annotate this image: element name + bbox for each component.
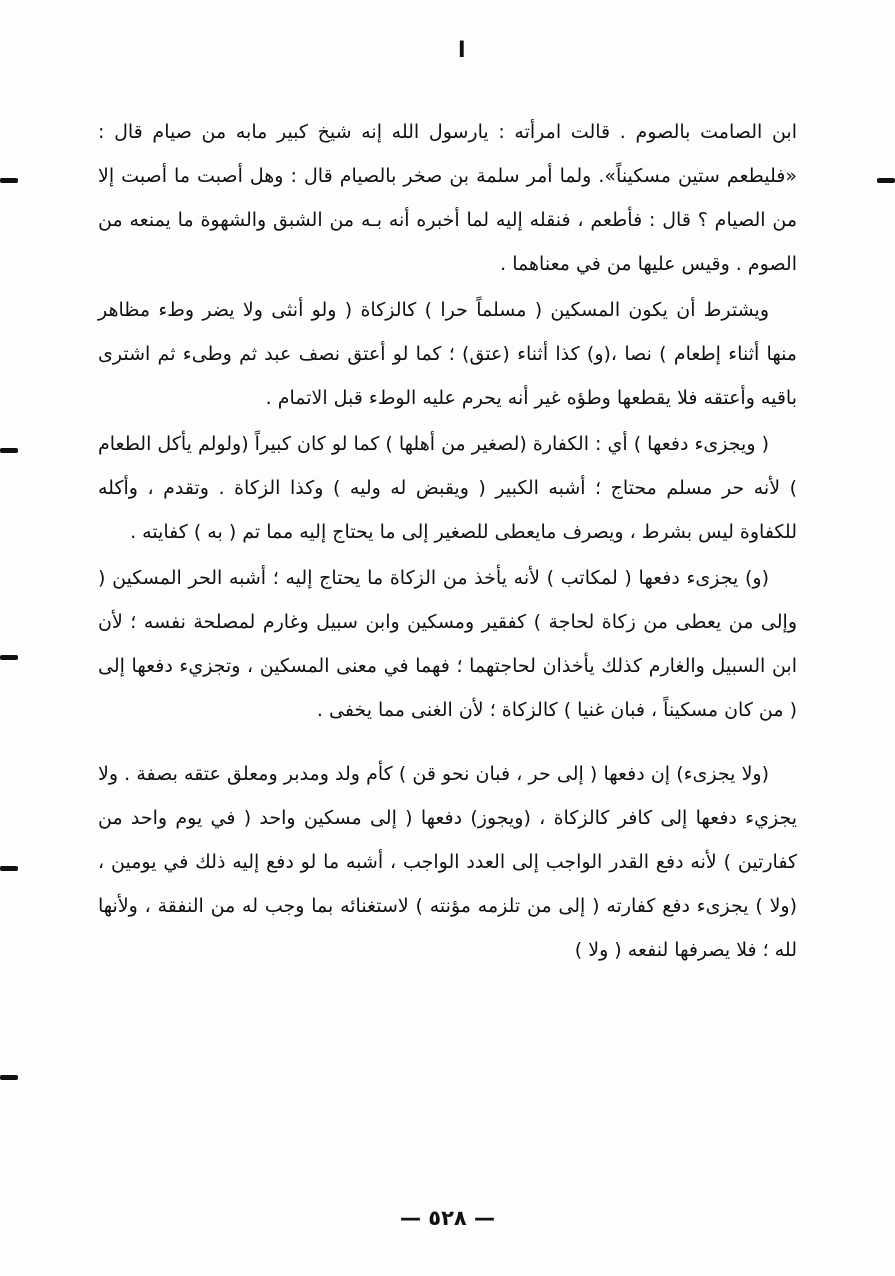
margin-mark [0,178,18,183]
paragraph-4: (و) يجزىء دفعها ( لمكاتب ) لأنه يأخذ من الزكاة ما يحتاج إليه ؛ أشبه الحر المسكين ( وإلى من يعطى من زكاة لحاجة ) كفقير ومسكين وابن سبيل وغارم لمصلحة نفسه ؛ لأن ابن السبيل والغارم كذلك يأخذان لحاجتهما ؛ فهما في معنى المسكين ، وتجزيء دفعها إلى ( من كان مسكيناً ، فبان غنيا ) كالزكاة ؛ لأن الغنى مما يخفى . [98,567,797,721]
margin-mark [0,866,18,871]
paragraph-1: ابن الصامت بالصوم . قالت امرأته : يارسول الله إنه شيخ كبير مابه من صيام قال : «فليطعم ستين مسكيناً». ولما أمر سلمة بن صخر بالصيام قال : وهل أصبت ما أصبت إلا من الصيام ؟ قال : فأطعم ، فنقله إليه لما أخبره أنه بـه من الشبق والشهوة ما يمنعه من الصوم . وقيس عليها من في معناهما . [98,121,797,275]
page-number: — ٥٢٨ — [399,1206,496,1230]
top-mark: ا [458,38,466,63]
paragraph-2: ويشترط أن يكون المسكين ( مسلماً حرا ) كالزكاة ( ولو أنثى ولا يضر وطء مظاهر منها أثناء إطعام ) نصا ،(و) كذا أثناء (عتق) ؛ كما لو أعتق نصف عبد ثم وطىء ثم اشترى باقيه وأعتقه فلا يقطعها وطؤه غير أنه يحرم عليه الوطء قبل الاتمام . [98,299,797,409]
margin-mark [0,1075,18,1080]
body-text [98,110,797,974]
margin-mark [0,448,18,453]
paragraph-3: ( ويجزىء دفعها ) أي : الكفارة (لصغير من أهلها ) كما لو كان كبيراً (ولولم يأكل الطعام ) لأنه حر مسلم محتاج ؛ أشبه الكبير ( ويقبض له وليه ) وكذا الزكاة . وتقدم ، وأكله للكفاوة ليس بشرط ، ويصرف مايعطى للصغير إلى ما يحتاج إليه مما تم ( به ) كفايته . [98,433,797,543]
margin-mark [877,178,895,183]
paragraph-5: (ولا يجزىء) إن دفعها ( إلى حر ، فبان نحو قن ) كأم ولد ومدبر ومعلق عتقه بصفة . ولا يجزيء دفعها إلى كافر كالزكاة ، (ويجوز) دفعها ( إلى مسكين واحد ( في يوم واحد من كفارتين ) لأنه دفع القدر الواجب إلى العدد الواجب ، أشبه ما لو دفع إليه ذلك في يومين ، (ولا ) يجزىء دفع كفارته ( إلى من تلزمه مؤنته ) لاستغنائه بما وجب له من النفقة ، ولأنها لله ؛ فلا يصرفها لنفعه ( ولا ) [98,763,797,961]
margin-mark [0,655,18,660]
